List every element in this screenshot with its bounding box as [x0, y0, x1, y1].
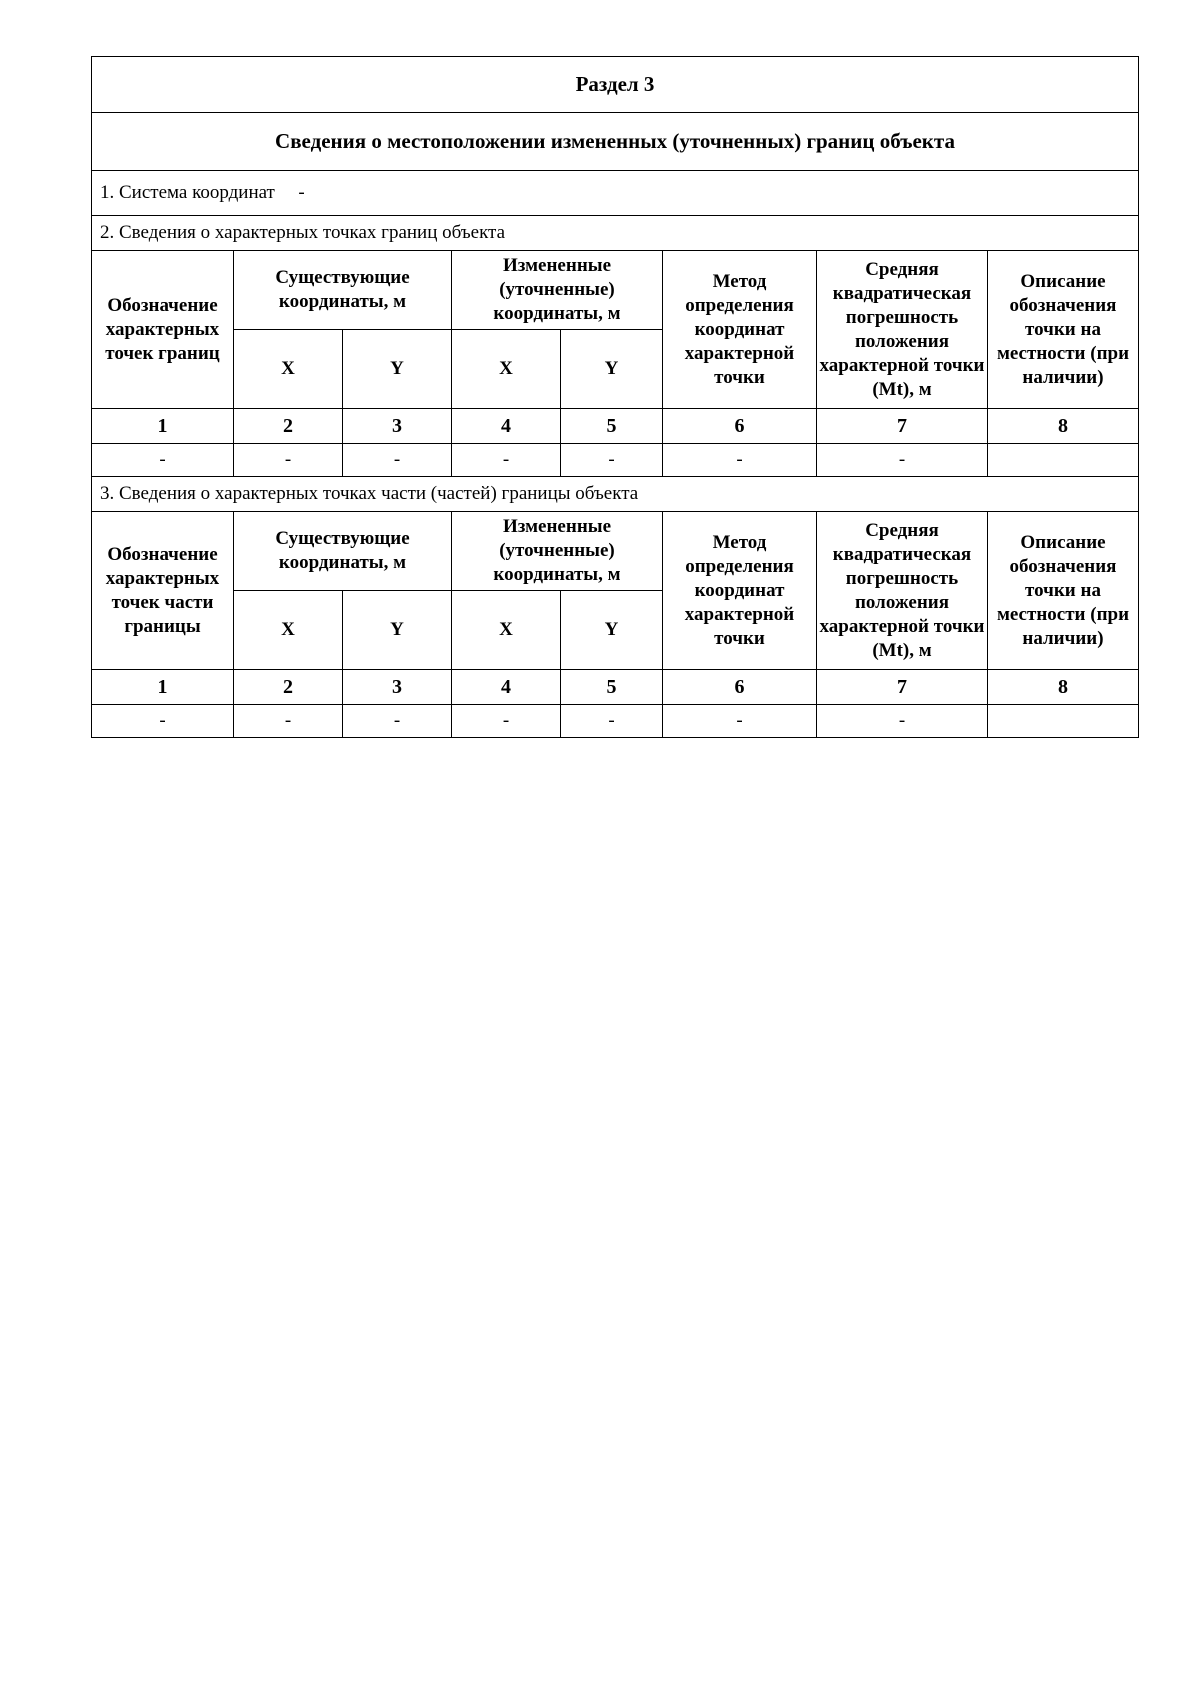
section-table [91, 56, 1139, 738]
column-number: 6 [663, 670, 817, 705]
column-number: 5 [561, 670, 663, 705]
table-cell: - [452, 705, 561, 738]
part3-numbers-row [92, 670, 1139, 705]
column-number: 2 [234, 670, 343, 705]
part3-header-error: Средняя квадратическая погрешность положения характерной точки (Mt), м [817, 512, 988, 670]
column-number: 5 [561, 409, 663, 444]
coord-system-label: 1. Система координат [100, 182, 275, 203]
part3-header-y-existing: Y [343, 591, 452, 670]
table-cell: - [663, 705, 817, 738]
column-number: 7 [817, 670, 988, 705]
table-row [92, 705, 1139, 738]
table-cell: - [234, 705, 343, 738]
table-cell: - [817, 705, 988, 738]
column-number: 3 [343, 670, 452, 705]
coord-system-cell [92, 171, 1139, 216]
part2-header-x-existing: X [234, 330, 343, 409]
column-number: 4 [452, 409, 561, 444]
coord-system-value: - [298, 182, 305, 203]
part3-header-method: Метод определения координат характерной точки [663, 512, 817, 670]
part2-header-description: Описание обозначения точки на местности (при наличии) [988, 251, 1139, 409]
table-cell: - [92, 444, 234, 477]
section-title: Раздел 3 [92, 57, 1139, 113]
doc-title: Сведения о местоположении измененных (уточненных) границ объекта [92, 113, 1139, 171]
part2-header-row [92, 251, 1139, 330]
table-row [92, 444, 1139, 477]
part3-header-row [92, 512, 1139, 591]
table-cell [988, 444, 1139, 477]
table-cell: - [234, 444, 343, 477]
part2-header-x-changed: X [452, 330, 561, 409]
part3-header-description: Описание обозначения точки на местности (при наличии) [988, 512, 1139, 670]
table-cell [988, 705, 1139, 738]
column-number: 4 [452, 670, 561, 705]
column-number: 2 [234, 409, 343, 444]
table-cell: - [92, 705, 234, 738]
part3-title-row [92, 477, 1139, 512]
part2-header-y-existing: Y [343, 330, 452, 409]
part2-header-designation: Обозначение характерных точек границ [92, 251, 234, 409]
part3-header-y-changed: Y [561, 591, 663, 670]
column-number: 8 [988, 409, 1139, 444]
part2-title-row [92, 216, 1139, 251]
part2-header-y-changed: Y [561, 330, 663, 409]
part2-header-error: Средняя квадратическая погрешность положения характерной точки (Mt), м [817, 251, 988, 409]
table-cell: - [452, 444, 561, 477]
column-number: 1 [92, 409, 234, 444]
part2-header-changed: Измененные (уточненные) координаты, м [452, 251, 663, 330]
part3-title: 3. Сведения о характерных точках части (частей) границы объекта [92, 477, 1139, 512]
table-cell: - [561, 444, 663, 477]
table-cell: - [343, 444, 452, 477]
part3-header-x-changed: X [452, 591, 561, 670]
part2-header-existing: Существующие координаты, м [234, 251, 452, 330]
part3-header-existing: Существующие координаты, м [234, 512, 452, 591]
table-cell: - [817, 444, 988, 477]
column-number: 3 [343, 409, 452, 444]
part2-header-method: Метод определения координат характерной точки [663, 251, 817, 409]
column-number: 8 [988, 670, 1139, 705]
coord-system-row [92, 171, 1139, 216]
part3-header-x-existing: X [234, 591, 343, 670]
table-cell: - [663, 444, 817, 477]
table-cell: - [561, 705, 663, 738]
table-cell: - [343, 705, 452, 738]
part3-header-changed: Измененные (уточненные) координаты, м [452, 512, 663, 591]
part3-header-designation: Обозначение характерных точек части границы [92, 512, 234, 670]
part2-numbers-row [92, 409, 1139, 444]
column-number: 6 [663, 409, 817, 444]
doc-title-row [92, 113, 1139, 171]
part2-title: 2. Сведения о характерных точках границ объекта [92, 216, 1139, 251]
column-number: 7 [817, 409, 988, 444]
section-title-row [92, 57, 1139, 113]
document [91, 56, 1138, 738]
column-number: 1 [92, 670, 234, 705]
